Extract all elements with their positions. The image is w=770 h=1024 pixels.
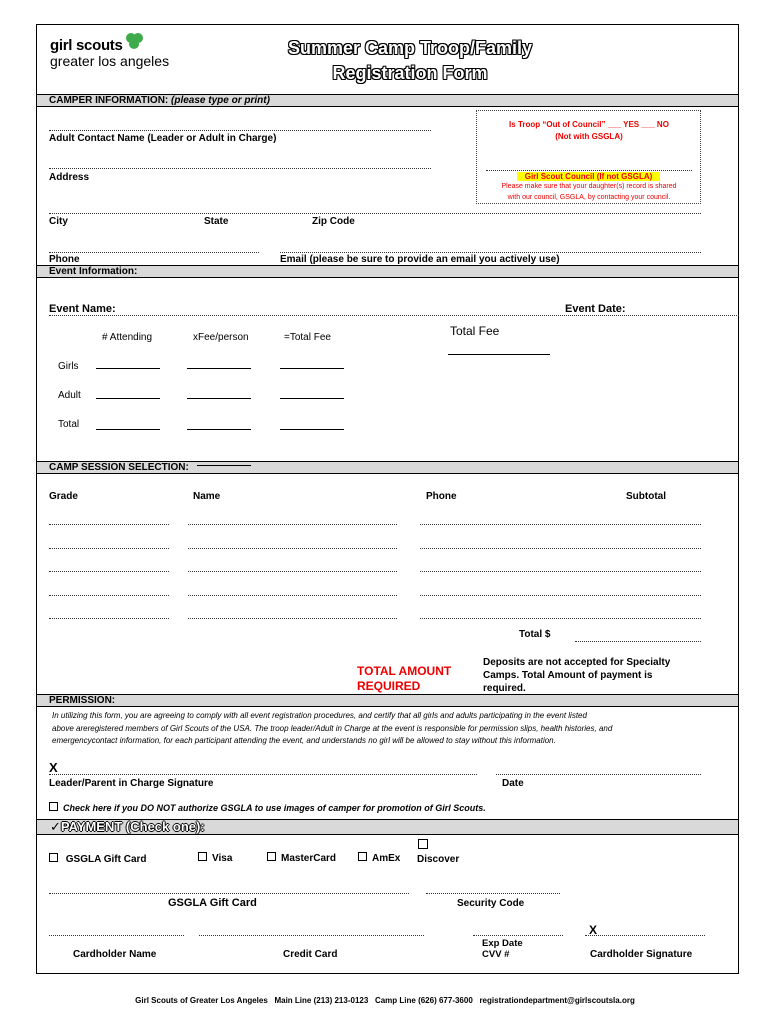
header-strike (197, 465, 251, 466)
footer: Girl Scouts of Greater Los Angeles Main Line (213) 213-0123 Camp Line (626) 677-3600 registrationdepartment@girlscoutsla.org (135, 996, 635, 1005)
council-note-2: with our council, GSGLA, by contacting your council. (507, 194, 671, 201)
troop-note: (Not with GSGLA) (555, 132, 623, 141)
security-line[interactable] (426, 893, 560, 894)
check-icon: ✓ (50, 819, 61, 834)
col-phone: Phone (426, 491, 457, 502)
col-subtotal: Subtotal (626, 491, 666, 502)
gift-card-line[interactable] (49, 893, 409, 894)
card-line[interactable] (199, 935, 424, 936)
phone-field[interactable] (420, 595, 701, 596)
city-line[interactable] (49, 213, 701, 214)
phone-field[interactable] (420, 548, 701, 549)
address-label: Address (49, 172, 90, 183)
name-field[interactable] (188, 571, 397, 572)
name-field[interactable] (188, 524, 397, 525)
council-line[interactable] (486, 170, 692, 171)
deposit-note: Deposits are not accepted for Specialty Camps. Total Amount of payment is required. (483, 657, 671, 694)
card-sig-x: X (589, 923, 598, 937)
event-name-line[interactable] (49, 315, 739, 316)
section-session-header: CAMP SESSION SELECTION: (37, 461, 738, 474)
col-fee: xFee/person (193, 332, 249, 343)
adult-total[interactable] (280, 398, 344, 399)
grade-field[interactable] (49, 524, 169, 525)
media-consent[interactable]: Check here if you DO NOT authorize GSGLA to use images of camper for promotion of Girl Scouts. (49, 802, 486, 813)
security-label: Security Code (457, 898, 525, 909)
city-label: City (49, 216, 68, 227)
signature-label: Leader/Parent in Charge Signature (49, 778, 214, 789)
council-note-1: Please make sure that your daughter(s) record is shared (501, 183, 677, 190)
holder-line[interactable] (49, 935, 184, 936)
discover-checkbox[interactable] (418, 839, 428, 849)
option-visa[interactable]: Visa (198, 852, 232, 864)
state-label: State (204, 216, 229, 227)
address-line[interactable] (49, 168, 431, 169)
section-payment-header: ✓PAYMENT (Check one): (37, 819, 738, 835)
trefoil-icon (124, 32, 144, 50)
grade-field[interactable] (49, 595, 169, 596)
adult-contact-line[interactable] (49, 130, 431, 131)
total-attending[interactable] (96, 429, 160, 430)
phone-field[interactable] (420, 618, 701, 619)
section-permission-header: PERMISSION: (37, 694, 738, 707)
logo-text-2: greater los angeles (50, 53, 170, 69)
card-sig-label: Cardholder Signature (590, 949, 693, 960)
total-required: TOTAL AMOUNT REQUIRED (357, 664, 452, 693)
name-field[interactable] (188, 595, 397, 596)
card-label: Credit Card (283, 949, 338, 960)
phone-label: Phone (49, 254, 80, 265)
girls-fee[interactable] (187, 368, 251, 369)
media-checkbox[interactable] (49, 802, 58, 811)
row-total: Total (58, 419, 80, 430)
zip-label: Zip Code (312, 216, 355, 227)
option-gift-card[interactable]: GSGLA Gift Card (49, 853, 147, 865)
signature-line[interactable] (49, 774, 477, 775)
holder-label: Cardholder Name (73, 949, 157, 960)
option-amex[interactable]: AmEx (358, 852, 400, 864)
grade-field[interactable] (49, 618, 169, 619)
total-fee-person[interactable] (187, 429, 251, 430)
col-total-fee: =Total Fee (284, 332, 331, 343)
col-grade: Grade (49, 491, 78, 502)
email-label: Email (please be sure to provide an email you actively use) (280, 254, 560, 265)
exp-cvv-label: Exp Date CVV # (482, 938, 523, 960)
total-fee-line[interactable] (448, 354, 550, 355)
adult-fee[interactable] (187, 398, 251, 399)
name-field[interactable] (188, 548, 397, 549)
date-label: Date (502, 778, 524, 789)
exp-line[interactable] (473, 935, 563, 936)
option-discover[interactable]: Discover (417, 854, 460, 865)
section-event-header: Event Information: (37, 265, 738, 278)
permission-text: In utilizing this form, you are agreeing to comply with all event registration procedures, and certify that all girls and adults participating in the event listed above areregistered members of Girl Scouts of the USA. The troop leader/Adult in Charge at the event is responsible for permission slips, health histories, and emergencycontact information, for each participant attending the event, and understands no girl will be allowed to stay without this information. (52, 711, 613, 745)
girls-attending[interactable] (96, 368, 160, 369)
col-name: Name (193, 491, 221, 502)
row-adult: Adult (58, 390, 81, 401)
adult-contact-label: Adult Contact Name (Leader or Adult in Charge) (49, 133, 277, 144)
date-line[interactable] (496, 774, 701, 775)
option-mastercard[interactable]: MasterCard (267, 852, 336, 864)
phone-field[interactable] (420, 571, 701, 572)
section-camper-header: CAMPER INFORMATION: (please type or print) (37, 94, 738, 107)
event-name-label: Event Name: (49, 303, 116, 315)
phone-line[interactable] (49, 252, 259, 253)
total-dollar-line[interactable] (575, 641, 701, 642)
girls-total[interactable] (280, 368, 344, 369)
logo (50, 37, 169, 69)
grade-field[interactable] (49, 571, 169, 572)
col-attending: # Attending (102, 332, 153, 343)
card-sig-line[interactable] (585, 935, 705, 936)
total-total[interactable] (280, 429, 344, 430)
name-field[interactable] (188, 618, 397, 619)
troop-question: Is Troop “Out of Council” ___ YES ___ NO (509, 120, 669, 129)
total-fee-label: Total Fee (450, 324, 500, 338)
gift-card-label: GSGLA Gift Card (168, 897, 257, 909)
row-girls: Girls (58, 361, 79, 372)
event-date-label: Event Date: (565, 303, 626, 315)
signature-x: X (49, 760, 58, 775)
grade-field[interactable] (49, 548, 169, 549)
council-label: Girl Scout Council (If not GSGLA) (517, 172, 660, 181)
logo-text-1: girl scouts (50, 37, 123, 54)
phone-field[interactable] (420, 524, 701, 525)
email-line[interactable] (280, 252, 701, 253)
adult-attending[interactable] (96, 398, 160, 399)
total-dollar-label: Total $ (519, 629, 551, 640)
page-title: Summer Camp Troop/Family Registration Form (287, 38, 533, 83)
